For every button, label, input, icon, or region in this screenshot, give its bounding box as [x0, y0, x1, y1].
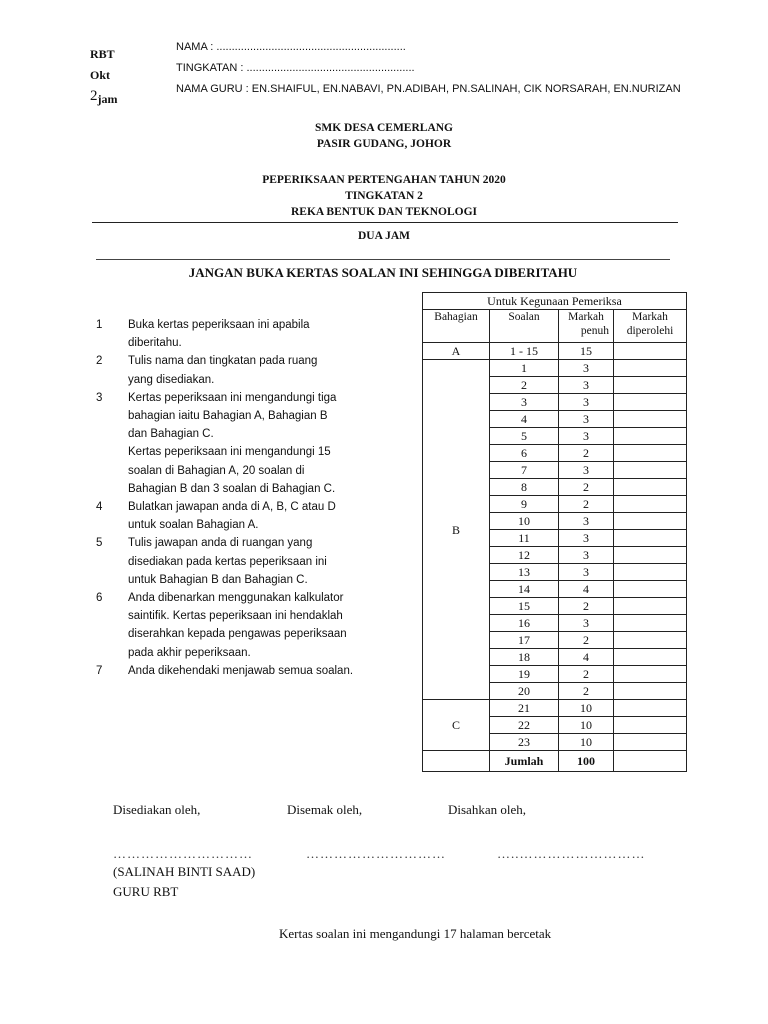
checked-by-label: Disemak oleh, — [287, 802, 363, 817]
exam-duration-title-wrap — [184, 228, 584, 244]
marks-obtained-cell[interactable] — [614, 530, 687, 547]
full-marks: 3 — [559, 547, 614, 564]
full-marks: 3 — [559, 377, 614, 394]
question-number: 15 — [490, 598, 559, 615]
instruction-number: 7 — [96, 664, 103, 677]
instruction-line: Anda dikehendaki menjawab semua soalan. — [128, 664, 354, 677]
exam-title-block — [184, 172, 584, 220]
instruction-line: soalan di Bahagian A, 20 soalan di — [128, 464, 305, 477]
duration-unit: jam — [97, 92, 118, 106]
school-block — [184, 120, 584, 152]
exam-subject: REKA BENTUK DAN TEKNOLOGI — [290, 206, 478, 218]
subject-code: RBT — [90, 47, 115, 61]
exam-title: PEPERIKSAAN PERTENGAHAN TAHUN 2020 — [262, 174, 506, 186]
full-marks: 4 — [559, 649, 614, 666]
full-marks: 4 — [559, 581, 614, 598]
full-marks: 2 — [559, 632, 614, 649]
exam-month: Okt — [90, 68, 111, 82]
instruction-item — [96, 498, 376, 534]
full-marks: 3 — [559, 428, 614, 445]
section-a-soalan: 1 - 15 — [490, 343, 559, 360]
question-number: 5 — [490, 428, 559, 445]
marks-obtained-cell[interactable] — [614, 496, 687, 513]
instruction-line: Kertas peperiksaan ini mengandungi tiga — [128, 391, 337, 404]
instruction-line: pada akhir peperiksaan. — [128, 646, 251, 659]
question-number: 3 — [490, 394, 559, 411]
full-marks: 3 — [559, 411, 614, 428]
marks-obtained-cell[interactable] — [614, 445, 687, 462]
table-caption: Untuk Kegunaan Pemeriksa — [423, 293, 687, 310]
marks-obtained-cell[interactable] — [614, 547, 687, 564]
question-number: 23 — [490, 734, 559, 751]
header-info-block — [176, 37, 681, 100]
section-a-markah: 15 — [559, 343, 614, 360]
question-number: 21 — [490, 700, 559, 717]
instruction-line: bahagian iaitu Bahagian A, Bahagian B — [128, 410, 328, 423]
instruction-line: Anda dibenarkan menggunakan kalkulator — [128, 592, 344, 605]
instruction-line: diberitahu. — [128, 337, 182, 350]
school-location: PASIR GUDANG, JOHOR — [316, 138, 452, 150]
instruction-text — [128, 498, 336, 534]
total-row — [423, 751, 687, 772]
instruction-line: dan Bahagian C. — [128, 428, 214, 441]
student-form-field[interactable]: TINGKATAN : ....................................................... — [176, 62, 415, 74]
instruction-text — [128, 589, 347, 662]
full-marks: 3 — [559, 394, 614, 411]
header-markah-diperolehi — [614, 310, 687, 343]
marks-obtained-cell[interactable] — [614, 377, 687, 394]
instruction-item — [96, 662, 376, 680]
instruction-line: untuk Bahagian B dan Bahagian C. — [128, 573, 308, 586]
instruction-number: 2 — [96, 355, 103, 368]
total-value: 100 — [559, 751, 614, 772]
page-count-note: Kertas soalan ini mengandungi 17 halaman bercetak — [279, 926, 552, 941]
full-marks: 2 — [559, 598, 614, 615]
instruction-text — [128, 534, 327, 589]
instruction-item — [96, 316, 376, 352]
instruction-text — [128, 352, 317, 388]
divider-top — [92, 222, 678, 223]
question-number: 4 — [490, 411, 559, 428]
teacher-names: NAMA GURU : EN.SHAIFUL, EN.NABAVI, PN.ADIBAH, PN.SALINAH, CIK NORSARAH, EN.NURIZAN — [176, 83, 681, 95]
table-row — [423, 360, 687, 377]
question-number: 2 — [490, 377, 559, 394]
examiner-table — [422, 292, 687, 772]
marks-obtained-cell[interactable] — [614, 734, 687, 751]
exam-duration — [90, 86, 118, 107]
full-marks: 2 — [559, 479, 614, 496]
warning-text: JANGAN BUKA KERTAS SOALAN INI SEHINGGA DIBERITAHU — [188, 265, 578, 280]
marks-obtained-cell[interactable] — [614, 394, 687, 411]
header-code-block — [90, 44, 118, 107]
school-name: SMK DESA CEMERLANG — [314, 122, 454, 134]
marks-obtained-cell[interactable] — [614, 428, 687, 445]
divider-bottom — [96, 259, 670, 260]
header-markah-penuh-line2: penuh — [580, 325, 609, 337]
question-number: 6 — [490, 445, 559, 462]
preparer-name: (SALINAH BINTI SAAD) — [113, 864, 256, 879]
section-a-obtained[interactable] — [614, 343, 687, 360]
instruction-line: Bahagian B dan 3 soalan di Bahagian C. — [128, 482, 336, 495]
header-bahagian: Bahagian — [423, 310, 490, 343]
approved-by-label: Disahkan oleh, — [448, 802, 526, 817]
full-marks: 3 — [559, 462, 614, 479]
question-number: 10 — [490, 513, 559, 530]
section-b-label: B — [423, 360, 490, 700]
instructions-list — [96, 316, 376, 680]
instruction-item — [96, 589, 376, 662]
header-markah-penuh-line1: Markah — [568, 311, 604, 323]
marks-obtained-cell[interactable] — [614, 564, 687, 581]
instruction-item — [96, 389, 376, 498]
instruction-number: 1 — [96, 319, 103, 331]
exam-form: TINGKATAN 2 — [345, 190, 423, 202]
header-markah-diperolehi-line2: diperolehi — [626, 325, 674, 337]
instruction-line: Bulatkan jawapan anda di A, B, C atau D — [128, 501, 336, 514]
duration-number: 2 — [90, 88, 98, 104]
instruction-item — [96, 534, 376, 589]
instruction-line: yang disediakan. — [128, 373, 215, 386]
instruction-number: 3 — [96, 391, 103, 404]
question-number: 20 — [490, 683, 559, 700]
instruction-line: disediakan pada kertas peperiksaan ini — [128, 555, 327, 568]
full-marks: 10 — [559, 734, 614, 751]
marks-obtained-cell[interactable] — [614, 513, 687, 530]
header-markah-penuh — [559, 310, 614, 343]
marks-obtained-cell[interactable] — [614, 581, 687, 598]
header-soalan: Soalan — [490, 310, 559, 343]
signature-line-checked: ………………………… — [306, 846, 446, 861]
question-number: 19 — [490, 666, 559, 683]
question-number: 8 — [490, 479, 559, 496]
marks-obtained-cell[interactable] — [614, 615, 687, 632]
full-marks: 10 — [559, 717, 614, 734]
instruction-line: saintifik. Kertas peperiksaan ini hendaklah — [128, 610, 343, 623]
full-marks: 2 — [559, 445, 614, 462]
marks-obtained-cell[interactable] — [614, 598, 687, 615]
instruction-line: Kertas peperiksaan ini mengandungi 15 — [128, 446, 331, 459]
marks-obtained-cell[interactable] — [614, 649, 687, 666]
instruction-text — [128, 389, 336, 498]
total-empty-cell — [423, 751, 490, 772]
section-c-label: C — [423, 700, 490, 751]
instruction-number: 4 — [96, 501, 103, 514]
exam-duration-title: DUA JAM — [357, 230, 411, 242]
marks-obtained-cell[interactable] — [614, 683, 687, 700]
instruction-number: 6 — [96, 592, 103, 605]
question-number: 12 — [490, 547, 559, 564]
signature-line-prepared: ………………………… — [113, 846, 253, 861]
full-marks: 2 — [559, 683, 614, 700]
marks-obtained-cell[interactable] — [614, 360, 687, 377]
question-number: 11 — [490, 530, 559, 547]
instruction-text — [128, 316, 310, 352]
question-number: 14 — [490, 581, 559, 598]
full-marks: 3 — [559, 564, 614, 581]
instruction-item — [96, 352, 376, 388]
instruction-text — [128, 662, 353, 680]
prepared-by-label: Disediakan oleh, — [113, 802, 201, 817]
question-number: 13 — [490, 564, 559, 581]
full-marks: 3 — [559, 360, 614, 377]
full-marks: 3 — [559, 513, 614, 530]
total-obtained-cell[interactable] — [614, 751, 687, 772]
instruction-line: Buka kertas peperiksaan ini apabila — [128, 319, 310, 331]
preparer-title: GURU RBT — [113, 884, 179, 899]
section-a-label: A — [423, 343, 490, 360]
instruction-line: diserahkan kepada pengawas peperiksaan — [128, 628, 347, 641]
header-markah-diperolehi-line1: Markah — [632, 311, 668, 323]
marks-obtained-cell[interactable] — [614, 666, 687, 683]
question-number: 16 — [490, 615, 559, 632]
marks-obtained-cell[interactable] — [614, 462, 687, 479]
question-number: 17 — [490, 632, 559, 649]
question-number: 7 — [490, 462, 559, 479]
marks-obtained-cell[interactable] — [614, 632, 687, 649]
table-row — [423, 700, 687, 717]
question-number: 22 — [490, 717, 559, 734]
question-number: 1 — [490, 360, 559, 377]
marks-obtained-cell[interactable] — [614, 700, 687, 717]
full-marks: 3 — [559, 530, 614, 547]
instruction-line: untuk soalan Bahagian A. — [128, 519, 259, 532]
full-marks: 2 — [559, 666, 614, 683]
instruction-line: Tulis nama dan tingkatan pada ruang — [128, 355, 318, 368]
full-marks: 2 — [559, 496, 614, 513]
full-marks: 3 — [559, 615, 614, 632]
question-number: 9 — [490, 496, 559, 513]
student-name-field[interactable]: NAMA : .............................................................. — [176, 41, 406, 53]
instruction-line: Tulis jawapan anda di ruangan yang — [128, 537, 313, 550]
signature-line-approved: …..……………………… — [497, 846, 646, 861]
total-label: Jumlah — [490, 751, 559, 772]
question-number: 18 — [490, 649, 559, 666]
marks-obtained-cell[interactable] — [614, 479, 687, 496]
marks-obtained-cell[interactable] — [614, 717, 687, 734]
full-marks: 10 — [559, 700, 614, 717]
instruction-number: 5 — [96, 537, 103, 550]
marks-obtained-cell[interactable] — [614, 411, 687, 428]
